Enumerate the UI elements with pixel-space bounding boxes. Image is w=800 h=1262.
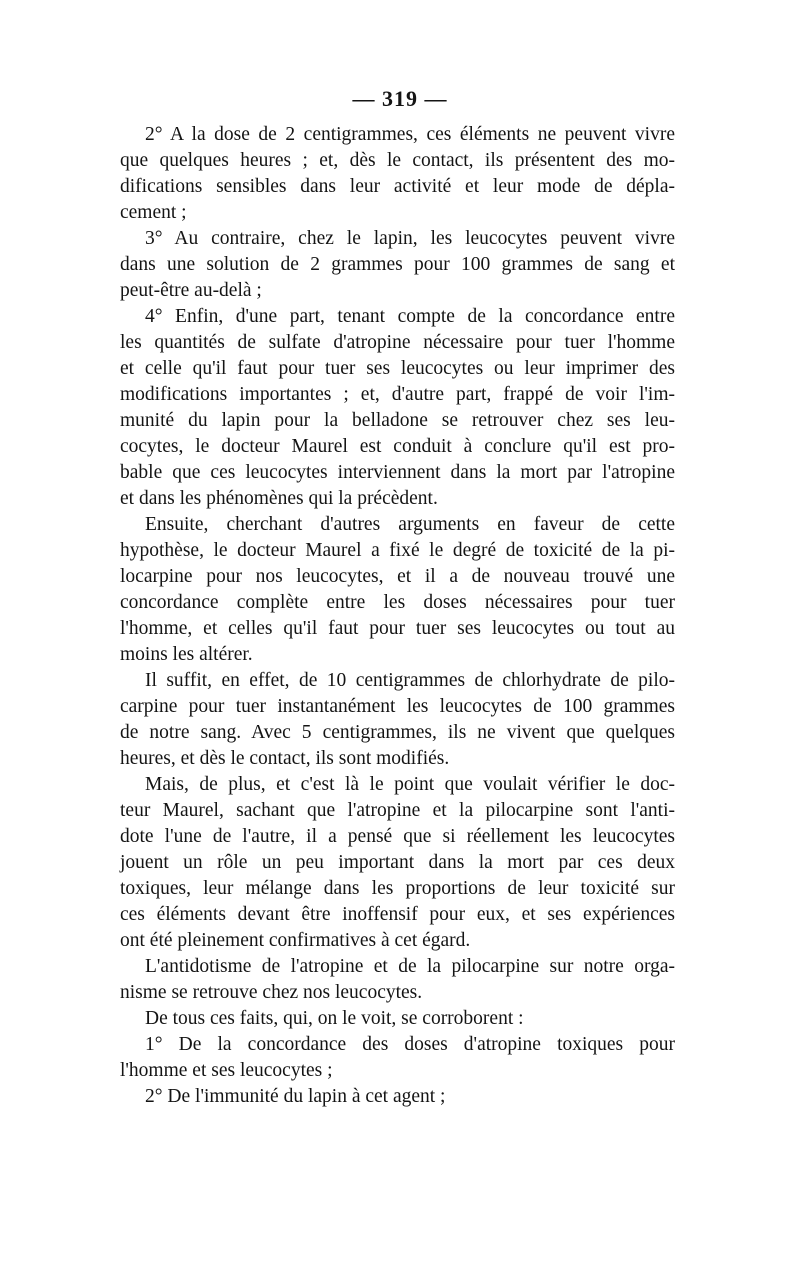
text-line: concordance complète entre les doses nécessaires pour tuer	[120, 592, 675, 613]
page-number: — 319 —	[352, 86, 448, 111]
text-line: toxiques, leur mélange dans les proportions de leur toxicité sur	[120, 878, 675, 899]
text-line: modifications importantes ; et, d'autre part, frappé de voir l'im-	[120, 384, 675, 405]
text-line: et celle qu'il faut pour tuer ses leucocytes ou leur imprimer des	[120, 358, 675, 379]
text-line: Mais, de plus, et c'est là le point que voulait vérifier le doc-	[145, 774, 675, 795]
text-line: De tous ces faits, qui, on le voit, se corroborent :	[145, 1008, 524, 1029]
text-line: cocytes, le docteur Maurel est conduit à conclure qu'il est pro-	[120, 436, 675, 457]
text-line: l'homme, et celles qu'il faut pour tuer ses leucocytes ou tout au	[120, 618, 675, 639]
text-line: 2° De l'immunité du lapin à cet agent ;	[145, 1086, 446, 1107]
text-line: ces éléments devant être inoffensif pour eux, et ses expériences	[120, 904, 675, 925]
text-line: peut-être au-delà ;	[120, 280, 262, 301]
text-line: munité du lapin pour la belladone se retrouver chez ses leu-	[120, 410, 675, 431]
text-line: l'homme et ses leucocytes ;	[120, 1060, 333, 1081]
text-line: cement ;	[120, 202, 187, 223]
text-line: ont été pleinement confirmatives à cet égard.	[120, 930, 471, 951]
text-line: L'antidotisme de l'atropine et de la pilocarpine sur notre orga-	[145, 956, 675, 977]
text-line: jouent un rôle un peu important dans la mort par ces deux	[120, 852, 675, 873]
text-line: carpine pour tuer instantanément les leucocytes de 100 grammes	[120, 696, 675, 717]
text-line: 4° Enfin, d'une part, tenant compte de la concordance entre	[145, 306, 675, 327]
text-line: moins les altérer.	[120, 644, 253, 665]
text-line: hypothèse, le docteur Maurel a fixé le degré de toxicité de la pi-	[120, 540, 675, 561]
text-line: nisme se retrouve chez nos leucocytes.	[120, 982, 423, 1003]
text-line: dote l'une de l'autre, il a pensé que si réellement les leucocytes	[120, 826, 675, 847]
text-line: teur Maurel, sachant que l'atropine et la pilocarpine sont l'anti-	[120, 800, 675, 821]
text-line: les quantités de sulfate d'atropine nécessaire pour tuer l'homme	[120, 332, 675, 353]
text-line: bable que ces leucocytes interviennent dans la mort par l'atropine	[120, 462, 675, 483]
text-line: dans une solution de 2 grammes pour 100 grammes de sang et	[120, 254, 675, 275]
text-line: de notre sang. Avec 5 centigrammes, ils ne vivent que quelques	[120, 722, 675, 743]
text-line: heures, et dès le contact, ils sont modifiés.	[120, 748, 450, 769]
text-line: 3° Au contraire, chez le lapin, les leucocytes peuvent vivre	[145, 228, 675, 249]
text-line: 2° A la dose de 2 centigrammes, ces éléments ne peuvent vivre	[145, 124, 675, 145]
text-line: Ensuite, cherchant d'autres arguments en faveur de cette	[145, 514, 675, 535]
text-line: 1° De la concordance des doses d'atropine toxiques pour	[145, 1034, 675, 1055]
text-line: que quelques heures ; et, dès le contact, ils présentent des mo-	[120, 150, 675, 171]
text-line: difications sensibles dans leur activité et leur mode de dépla-	[120, 176, 675, 197]
text-line: Il suffit, en effet, de 10 centigrammes de chlorhydrate de pilo-	[145, 670, 675, 691]
text-line: et dans les phénomènes qui la précèdent.	[120, 488, 438, 509]
text-line: locarpine pour nos leucocytes, et il a de nouveau trouvé une	[120, 566, 675, 587]
